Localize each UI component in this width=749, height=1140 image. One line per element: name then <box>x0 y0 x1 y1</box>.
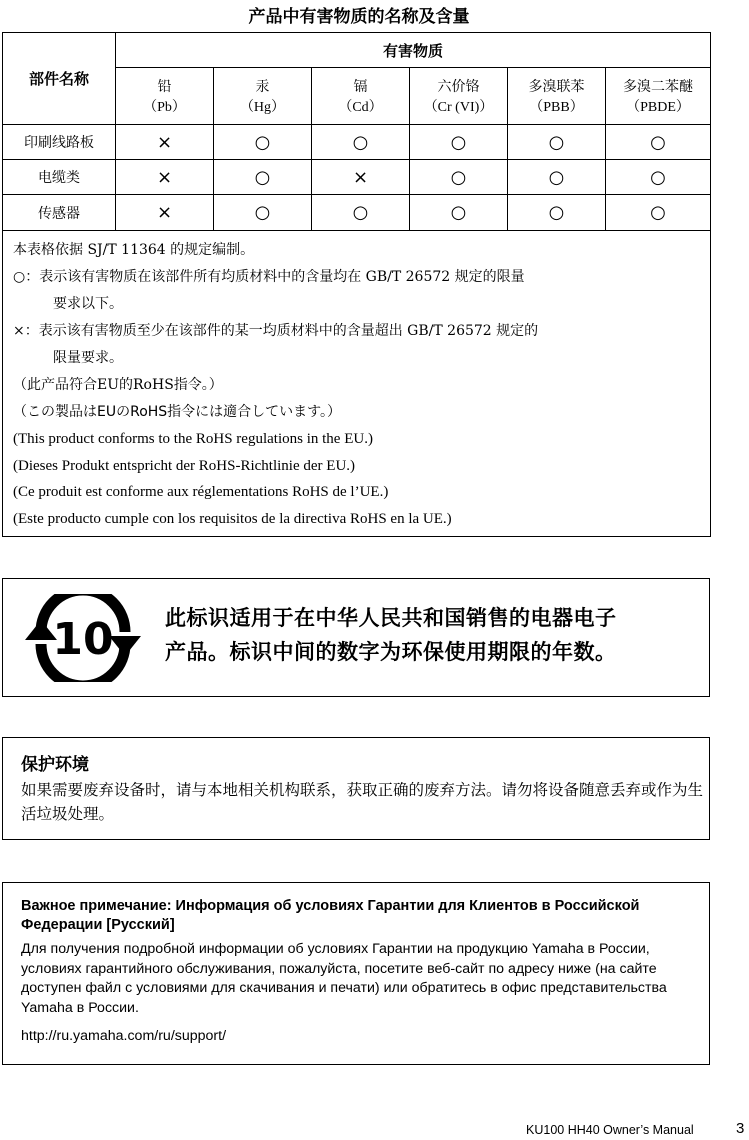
part-name-cell: 传感器 <box>3 195 116 231</box>
environment-text: 如果需要废弃设备时，请与本地相关机构联系，获取正确的废弃方法。请勿将设备随意丢弃或作为生活垃圾处理。 <box>21 781 704 823</box>
part-name-cell: 印刷线路板 <box>3 125 116 160</box>
russia-warranty-text: Для получения подробной информации об условиях Гарантии на продукцию Yamaha в России, условиях гарантийного обслуживания, пожалуйста, посетите веб-сайт по адресу ниже (на сайте доступен файл с условиями для скачивания и печати) или обратитесь в офис представительства Yamaha в России. <box>21 941 667 1016</box>
circle-note-cont: 要求以下。 <box>53 296 123 312</box>
value-cell: ○ <box>214 160 312 195</box>
substance-header: 镉 （Cd） <box>312 68 410 125</box>
value-cell: ○ <box>410 160 508 195</box>
value-cell: × <box>116 125 214 160</box>
russia-support-link[interactable]: http://ru.yamaha.com/ru/support/ <box>21 1028 227 1044</box>
page-title: 产品中有害物质的名称及含量 <box>248 7 470 27</box>
substance-header: 多溴联苯 （PBB） <box>508 68 606 125</box>
rohs-note-fr: (Ce produit est conforme aux réglementations RoHS de l’UE.) <box>13 484 389 500</box>
cross-note: ×：表示该有害物质至少在该部件的某一均质材料中的含量超出 GB/T 26572 规定的 <box>13 323 539 339</box>
russia-warranty-box <box>2 882 710 1065</box>
substance-header: 汞 （Hg） <box>214 68 312 125</box>
table-header-row <box>3 33 711 68</box>
table-notes <box>3 231 711 537</box>
rohs-note-es: (Este producto cumple con los requisitos de la directiva RoHS en la UE.) <box>13 510 452 527</box>
epup-description <box>165 601 617 669</box>
value-cell: ○ <box>508 160 606 195</box>
basis-note: 本表格依据 SJ/T 11364 的规定编制。 <box>13 242 255 258</box>
notes-row <box>3 231 711 537</box>
value-cell: × <box>312 160 410 195</box>
value-cell: ○ <box>410 195 508 231</box>
rohs-note-jp: （この製品はEUのRoHS指令には適合しています。） <box>13 404 342 420</box>
environment-box <box>2 737 710 840</box>
epup-line-2: 产品。标识中间的数字为环保使用期限的年数。 <box>165 640 617 664</box>
substance-header: 铅 （Pb） <box>116 68 214 125</box>
value-cell: ○ <box>410 125 508 160</box>
russia-warranty-title: Важное примечание: Информация об условиях Гарантии для Клиентов в Российской Федерации [Русский] <box>21 898 640 933</box>
value-cell: ○ <box>312 125 410 160</box>
epup-box <box>2 578 710 697</box>
value-cell: × <box>116 195 214 231</box>
value-cell: ○ <box>312 195 410 231</box>
value-cell: × <box>116 160 214 195</box>
environment-title: 保护环境 <box>21 755 89 775</box>
part-name-cell: 电缆类 <box>3 160 116 195</box>
table-row <box>3 195 711 231</box>
rohs-note-de: (Dieses Produkt entspricht der RoHS-Richtlinie der EU.) <box>13 457 356 474</box>
value-cell: ○ <box>214 195 312 231</box>
table-row <box>3 125 711 160</box>
manual-footer: KU100 HH40 Owner’s Manual <box>526 1123 694 1137</box>
value-cell: ○ <box>606 125 711 160</box>
epup-number: 10 <box>52 614 114 665</box>
value-cell: ○ <box>508 195 606 231</box>
hazard-header: 有害物质 <box>116 33 711 68</box>
part-name-header: 部件名称 <box>3 33 116 125</box>
value-cell: ○ <box>214 125 312 160</box>
cross-note-cont: 限量要求。 <box>53 350 123 366</box>
epup-line-1: 此标识适用于在中华人民共和国销售的电器电子 <box>165 606 617 630</box>
epup-10-icon <box>23 594 143 682</box>
table-row <box>3 160 711 195</box>
rohs-note-en: (This product conforms to the RoHS regulations in the EU.) <box>13 431 373 447</box>
hazardous-substances-table <box>2 32 711 537</box>
rohs-note-cn: （此产品符合EU的RoHS指令。） <box>13 377 223 393</box>
value-cell: ○ <box>508 125 606 160</box>
value-cell: ○ <box>606 195 711 231</box>
substance-header: 多溴二苯醚 （PBDE） <box>606 68 711 125</box>
value-cell: ○ <box>606 160 711 195</box>
circle-note: ○：表示该有害物质在该部件所有均质材料中的含量均在 GB/T 26572 规定的限量 <box>13 269 525 285</box>
page-number: 3 <box>736 1120 745 1137</box>
substance-header: 六价铬 （Cr (VI)） <box>410 68 508 125</box>
